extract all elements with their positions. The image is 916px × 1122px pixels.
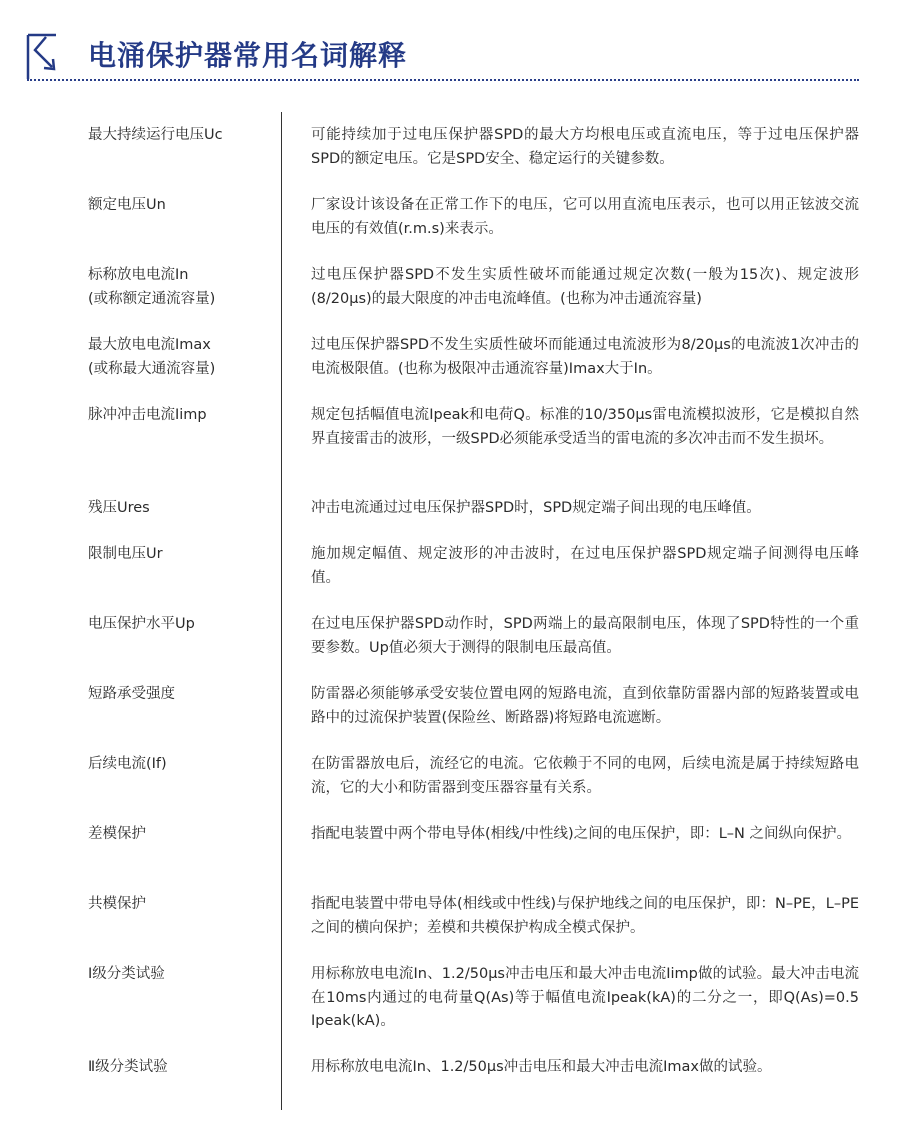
term-label: Ⅰ级分类试验 xyxy=(88,966,165,982)
page-title: 电涌保护器常用名词解释 xyxy=(88,39,408,72)
term-definition: 过电压保护器SPD不发生实质性破坏而能通过规定次数(一般为15次)、规定波形(8/20μs)的最大限度的冲击电流峰值。(也称为冲击通流容量) xyxy=(311,267,859,307)
term-definition: 在防雷器放电后，流经它的电流。它依赖于不同的电网，后续电流是属于持续短路电流，它的大小和防雷器到变压器容量有关系。 xyxy=(311,756,859,796)
term-label: 标称放电电流In (或称额定通流容量) xyxy=(88,267,216,307)
column-divider xyxy=(281,112,282,1110)
term-definition: 规定包括幅值电流Ipeak和电荷Q。标准的10/350μs雷电流模拟波形，它是模拟自然界直接雷击的波形，一级SPD必须能承受适当的雷电流的多次冲击而不发生损坏。 xyxy=(311,407,859,447)
term-definition: 指配电装置中带电导体(相线或中性线)与保护地线之间的电压保护，即：N–PE，L–PE之间的横向保护；差模和共模保护构成全模式保护。 xyxy=(311,896,859,936)
term-definition: 防雷器必须能够承受安装位置电网的短路电流，直到依靠防雷器内部的短路装置或电路中的过流保护装置(保险丝、断路器)将短路电流遮断。 xyxy=(311,686,859,726)
term-definition: 指配电装置中两个带电导体(相线/中性线)之间的电压保护，即：L–N 之间纵向保护。 xyxy=(311,826,851,842)
term-label: 后续电流(If) xyxy=(88,756,167,772)
term-label: 差模保护 xyxy=(88,826,146,842)
term-label: 最大放电电流Imax (或称最大通流容量) xyxy=(88,337,216,377)
corner-arrow-logo-icon xyxy=(26,33,62,81)
term-label: 最大持续运行电压Uc xyxy=(88,127,223,143)
term-label: 电压保护水平Up xyxy=(88,616,195,632)
term-definition: 用标称放电电流In、1.2/50μs冲击电压和最大冲击电流Imax做的试验。 xyxy=(311,1059,772,1075)
term-label: 限制电压Ur xyxy=(88,546,163,562)
term-definition: 过电压保护器SPD不发生实质性破坏而能通过电流波形为8/20μs的电流波1次冲击的电流极限值。(也称为极限冲击通流容量)Imax大于In。 xyxy=(311,337,859,377)
term-label: Ⅱ级分类试验 xyxy=(88,1059,168,1075)
term-label: 短路承受强度 xyxy=(88,686,175,702)
title-dotted-rule xyxy=(27,79,859,81)
term-definition: 冲击电流通过过电压保护器SPD时，SPD规定端子间出现的电压峰值。 xyxy=(311,500,761,516)
term-definition: 可能持续加于过电压保护器SPD的最大方均根电压或直流电压，等于过电压保护器SPD的额定电压。它是SPD安全、稳定运行的关键参数。 xyxy=(311,127,859,167)
term-definition: 厂家设计该设备在正常工作下的电压，它可以用直流电压表示，也可以用正铉波交流电压的有效值(r.m.s)来表示。 xyxy=(311,197,859,237)
term-definition: 用标称放电电流In、1.2/50μs冲击电压和最大冲击电流Iimp做的试验。最大冲击电流在10ms内通过的电荷量Q(As)等于幅值电流Ipeak(kA)的二分之一，即Q(As)=0.5 Ipeak(kA)。 xyxy=(311,966,859,1029)
term-label: 脉冲冲击电流Iimp xyxy=(88,407,207,423)
term-definition: 施加规定幅值、规定波形的冲击波时，在过电压保护器SPD规定端子间测得电压峰值。 xyxy=(311,546,859,586)
term-label: 残压Ures xyxy=(88,500,150,516)
term-label: 共模保护 xyxy=(88,896,146,912)
term-definition: 在过电压保护器SPD动作时，SPD两端上的最高限制电压，体现了SPD特性的一个重要参数。Up值必须大于测得的限制电压最高值。 xyxy=(311,616,859,656)
term-label: 额定电压Un xyxy=(88,197,166,213)
